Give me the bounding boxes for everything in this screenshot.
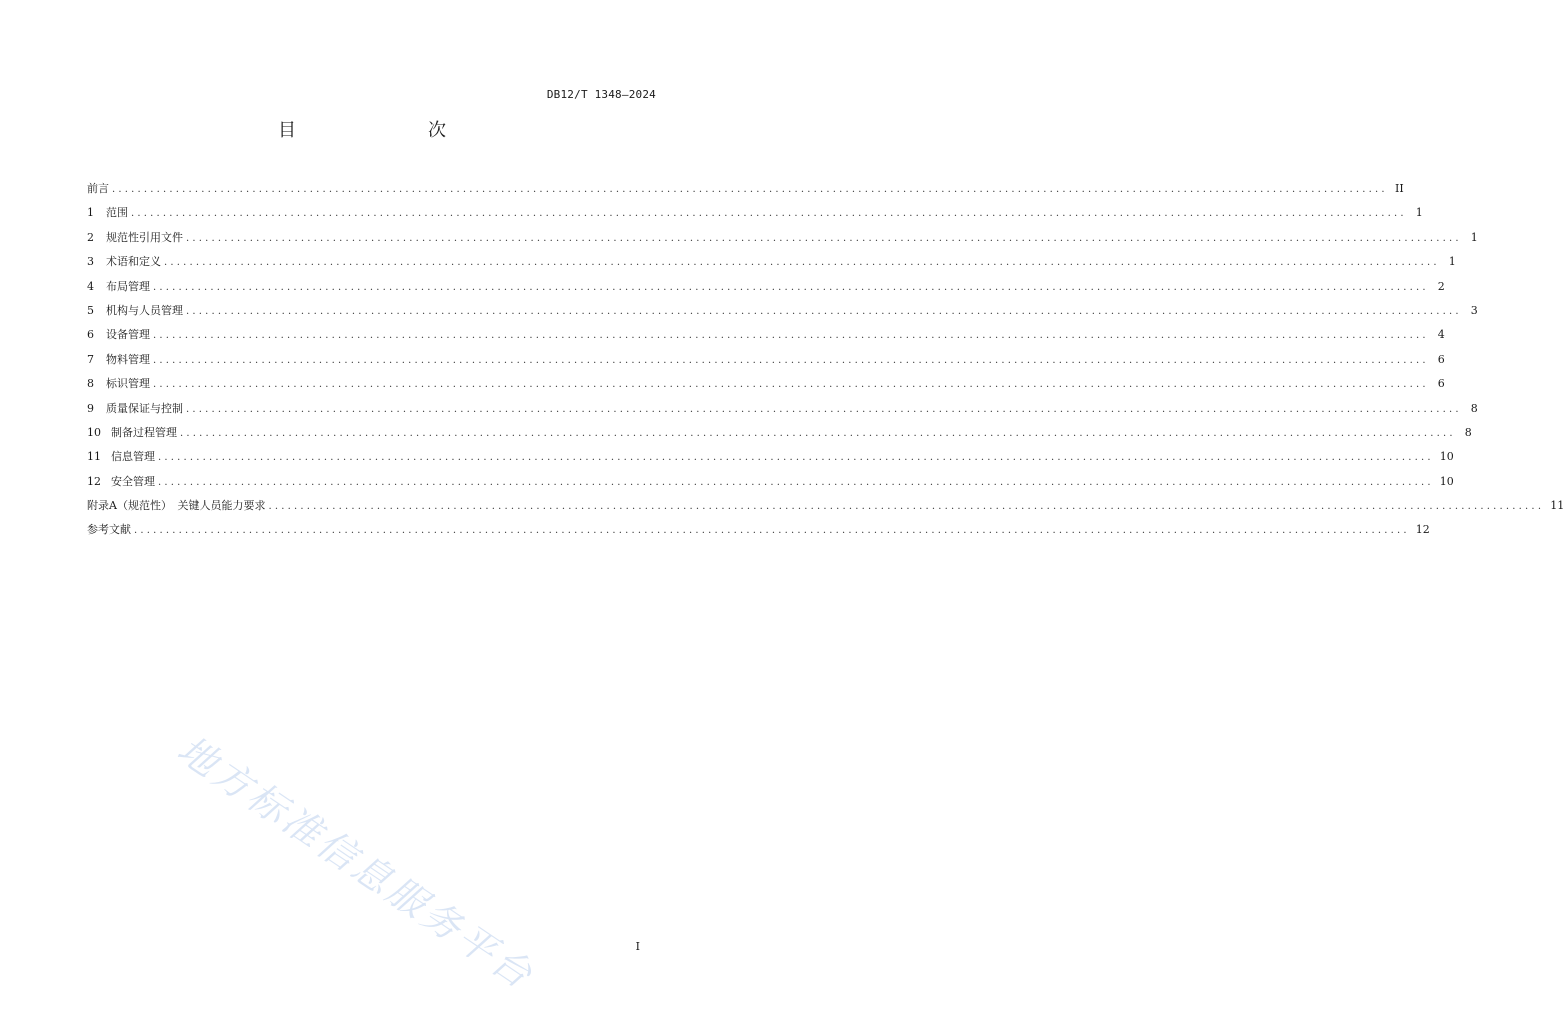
- toc-entry-number: 11: [87, 450, 101, 464]
- toc-entry[interactable]: [87, 473, 1454, 497]
- toc-entry-label: 标识管理: [106, 377, 150, 391]
- toc-entry-number: 5: [87, 303, 94, 317]
- toc-entry[interactable]: [87, 351, 1445, 375]
- toc-entry-label: 物料管理: [106, 352, 150, 366]
- toc-entry-page: 12: [1415, 523, 1430, 537]
- toc-entry-page: 11: [1550, 499, 1564, 513]
- toc-entry-label: 制备过程管理: [111, 425, 177, 439]
- toc-entry-number: 7: [87, 352, 94, 366]
- toc-entry-number: 1: [87, 206, 94, 220]
- toc-dot-leader: ........................................................................................................................................................................................................: [186, 403, 1462, 415]
- toc-dot-leader: ........................................................................................................................................................................................................: [153, 330, 1429, 342]
- toc-entry-number: 6: [87, 328, 94, 342]
- toc-entry-number: 9: [87, 401, 94, 415]
- toc-entry-number: 4: [87, 279, 94, 293]
- toc-entry-label: 范围: [106, 206, 128, 220]
- toc-dot-leader: ........................................................................................................................................................................................................: [186, 305, 1462, 317]
- toc-dot-leader: ........................................................................................................................................................................................................: [153, 354, 1429, 366]
- toc-entry-label: 质量保证与控制: [106, 401, 183, 415]
- toc-entry-number: 10: [87, 425, 101, 439]
- toc-entry-page: 2: [1437, 279, 1445, 293]
- toc-entry-page: 1: [1415, 206, 1423, 220]
- toc-dot-leader: ........................................................................................................................................................................................................: [180, 427, 1456, 439]
- toc-entry-label: 机构与人员管理: [106, 303, 183, 317]
- toc-entry-label: 附录A（规范性） 关键人员能力要求: [87, 499, 266, 513]
- toc-dot-leader: ........................................................................................................................................................................................................: [158, 452, 1434, 464]
- toc-entry[interactable]: [87, 180, 1404, 204]
- toc-entry[interactable]: [87, 204, 1423, 228]
- toc-entry-number: 2: [87, 230, 94, 244]
- toc-dot-leader: ........................................................................................................................................................................................................: [268, 501, 1545, 513]
- toc-entry-page: 8: [1464, 425, 1472, 439]
- toc-entry-page: 6: [1437, 352, 1445, 366]
- toc-entry-page: 3: [1470, 303, 1478, 317]
- toc-entry-label: 布局管理: [106, 279, 150, 293]
- toc-entry-label: 参考文献: [87, 523, 131, 537]
- toc-entry-page: 8: [1470, 401, 1478, 415]
- toc-entry-page: II: [1395, 182, 1404, 195]
- toc-dot-leader: ........................................................................................................................................................................................................: [186, 232, 1462, 244]
- toc-entry[interactable]: [87, 375, 1445, 399]
- table-of-contents: [87, 180, 1564, 546]
- toc-entry-page: 4: [1437, 328, 1445, 342]
- toc-dot-leader: ........................................................................................................................................................................................................: [164, 257, 1440, 269]
- toc-entry-label: 前言: [87, 182, 109, 195]
- toc-entry-number: 8: [87, 377, 94, 391]
- toc-entry-label: 安全管理: [111, 474, 155, 488]
- toc-entry-label: 术语和定义: [106, 255, 161, 269]
- page-number: I: [635, 940, 640, 953]
- toc-title: 目 次: [278, 120, 478, 141]
- toc-dot-leader: ........................................................................................................................................................................................................: [153, 281, 1429, 293]
- toc-entry-page: 10: [1439, 474, 1454, 488]
- toc-dot-leader: ........................................................................................................................................................................................................: [131, 208, 1407, 220]
- toc-entry[interactable]: [87, 400, 1478, 424]
- toc-entry[interactable]: [87, 278, 1445, 302]
- toc-entry-number: 12: [87, 474, 101, 488]
- toc-entry[interactable]: [87, 302, 1478, 326]
- toc-dot-leader: ........................................................................................................................................................................................................: [153, 379, 1429, 391]
- toc-entry[interactable]: [87, 448, 1454, 472]
- watermark-text: 地方标准信息服务平台: [169, 727, 543, 999]
- toc-entry[interactable]: [87, 229, 1478, 253]
- document-code: DB12/T 1348—2024: [546, 88, 656, 101]
- toc-dot-leader: ........................................................................................................................................................................................................: [158, 476, 1434, 488]
- toc-entry[interactable]: [87, 497, 1564, 521]
- toc-entry-number: 3: [87, 255, 94, 269]
- toc-dot-leader: ........................................................................................................................................................................................................: [112, 184, 1388, 195]
- toc-entry-page: 1: [1470, 230, 1478, 244]
- toc-entry-label: 设备管理: [106, 328, 150, 342]
- toc-entry[interactable]: [87, 424, 1472, 448]
- toc-entry[interactable]: [87, 521, 1430, 545]
- toc-entry-label: 规范性引用文件: [106, 230, 183, 244]
- toc-entry-page: 6: [1437, 377, 1445, 391]
- toc-entry-label: 信息管理: [111, 450, 155, 464]
- toc-dot-leader: ........................................................................................................................................................................................................: [134, 525, 1410, 537]
- toc-entry-page: 1: [1448, 255, 1456, 269]
- toc-entry-page: 10: [1439, 450, 1454, 464]
- toc-entry[interactable]: [87, 253, 1456, 277]
- toc-entry[interactable]: [87, 326, 1445, 350]
